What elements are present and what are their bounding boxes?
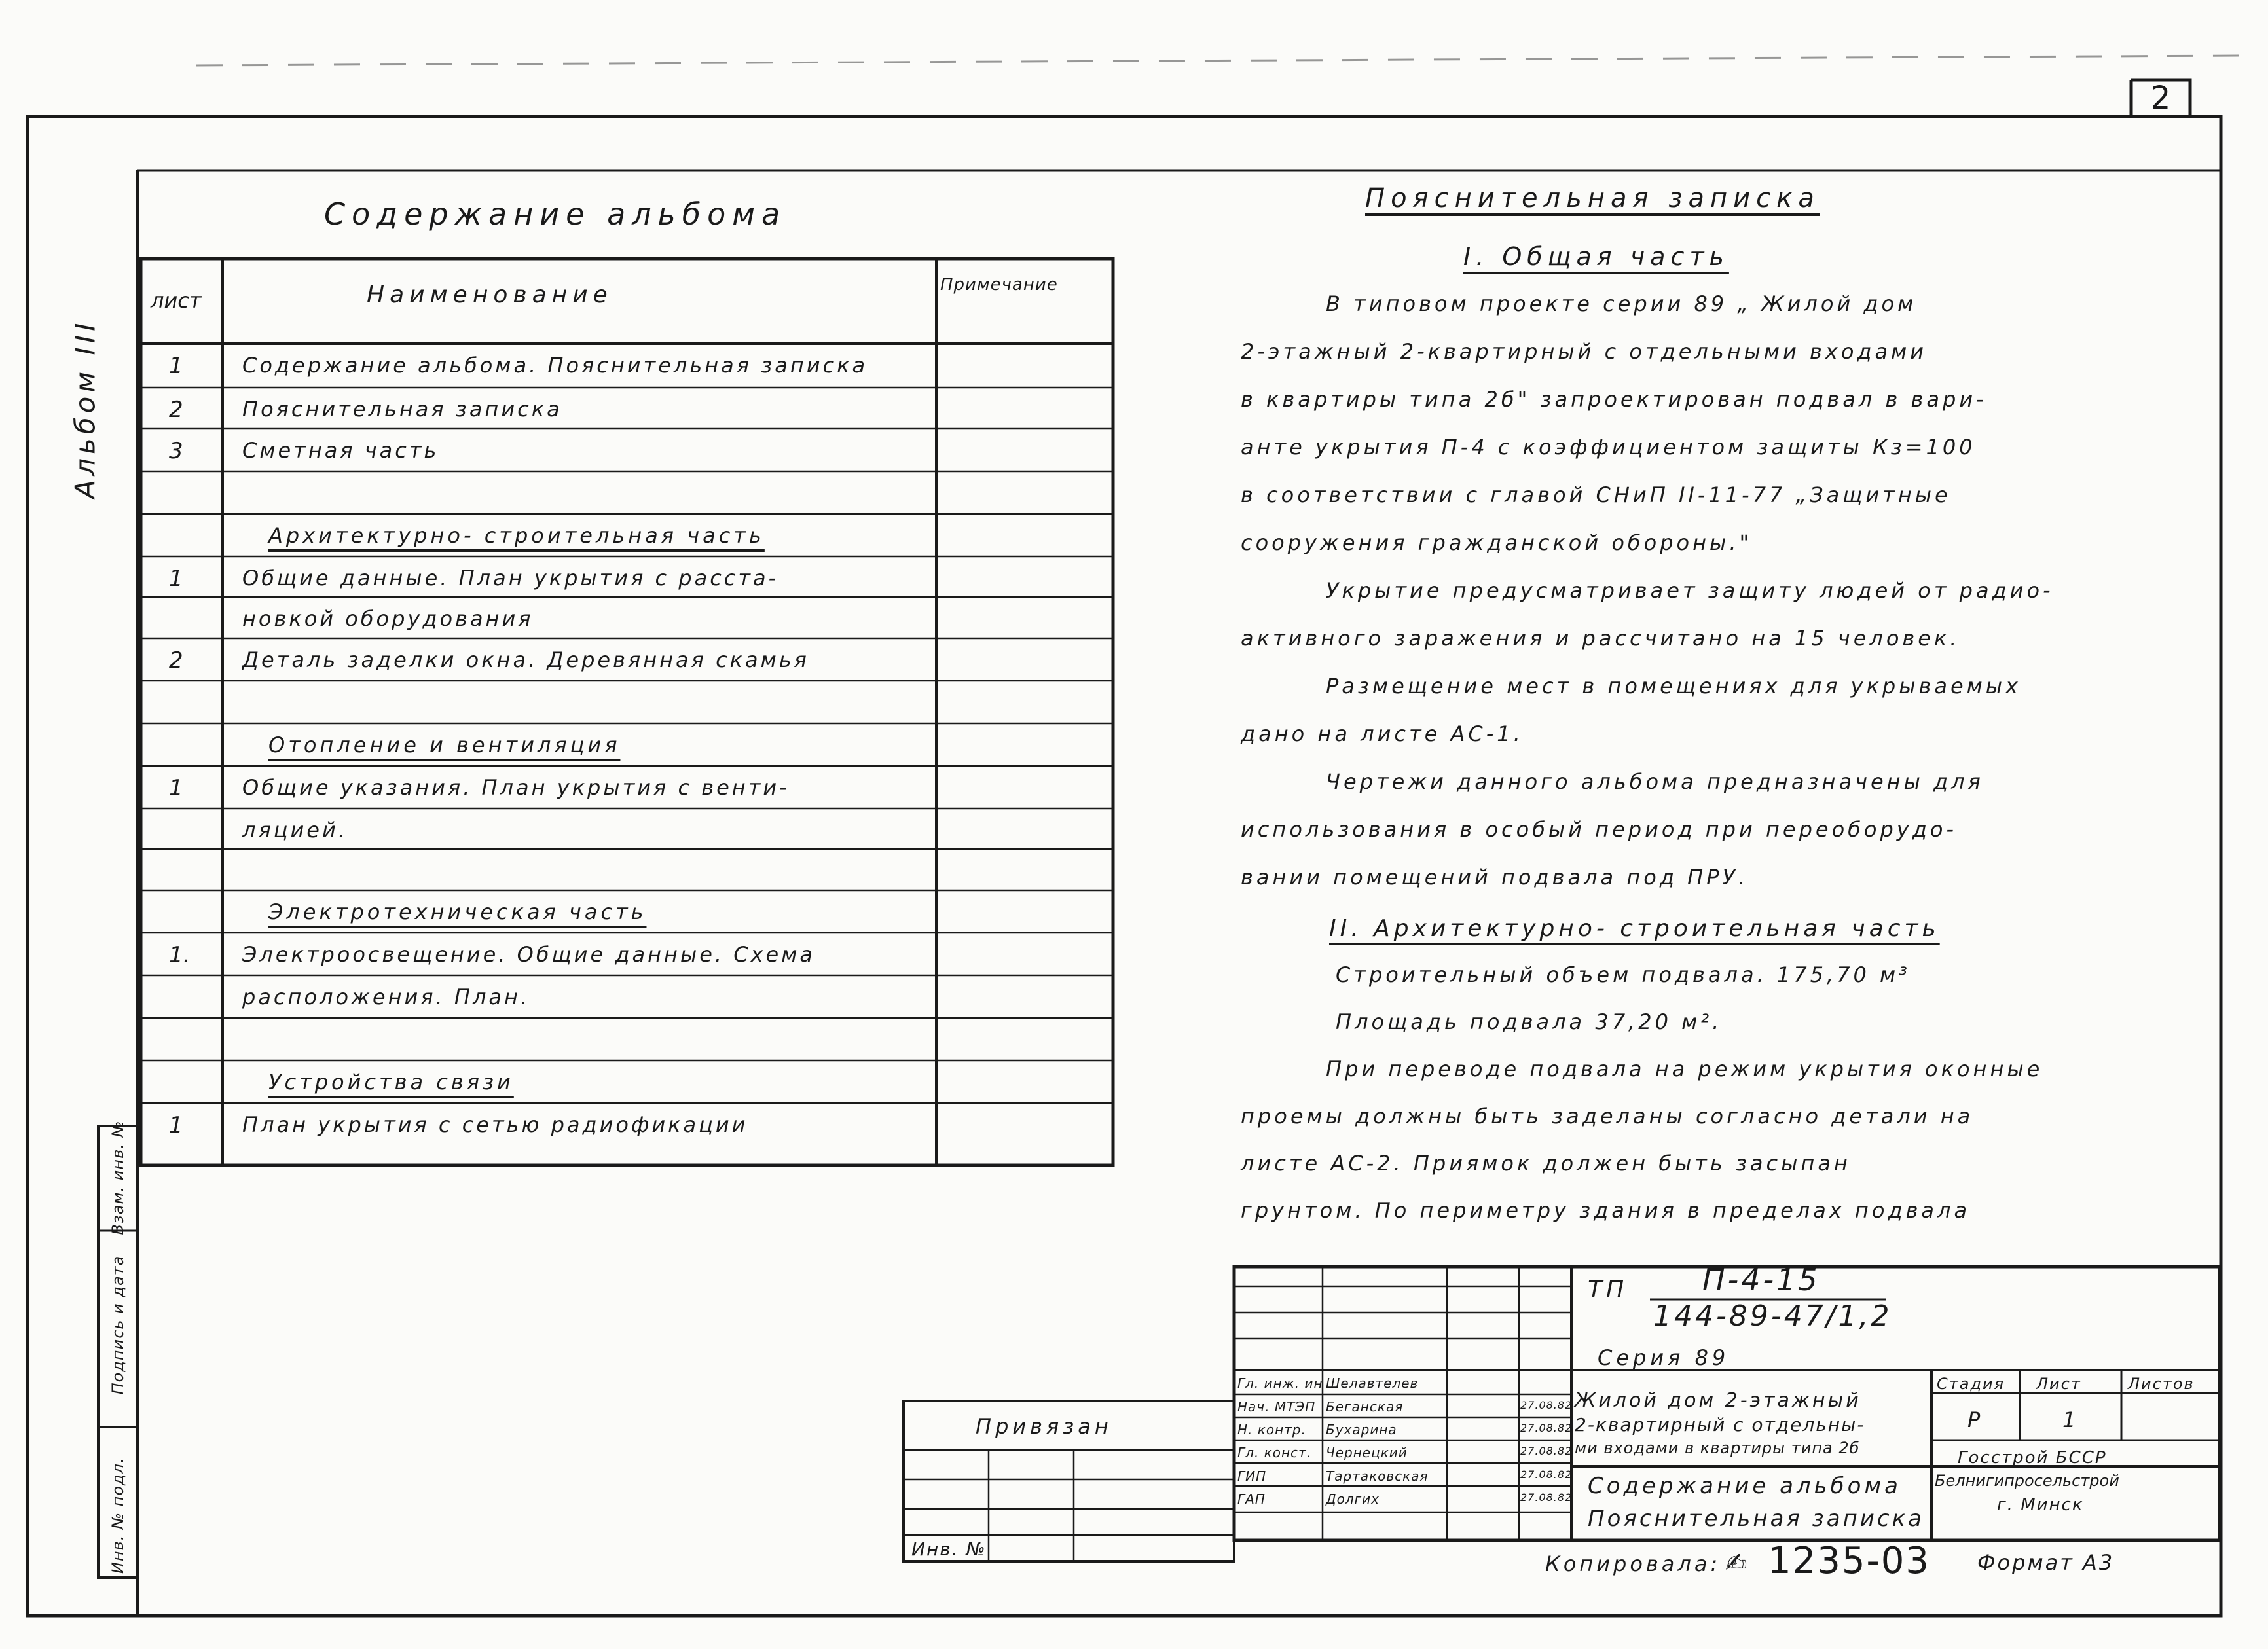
signer-role: Гл. инж. ин bbox=[1237, 1375, 1323, 1391]
object-line-2: 2-квартирный с отдельны- bbox=[1575, 1414, 1865, 1436]
album-side-label: Альбом III bbox=[69, 319, 101, 499]
row-name: Общие указания. План укрытия с венти- bbox=[242, 775, 790, 800]
note-line: При переводе подвала на режим укрытия оконные bbox=[1326, 1057, 2043, 1081]
strip-inv-orig: Инв. № подл. bbox=[109, 1457, 127, 1574]
footer-copied-label: Копировала: bbox=[1545, 1551, 1721, 1576]
signer-role: Гл. конст. bbox=[1237, 1445, 1312, 1460]
signer-role: ГИП bbox=[1237, 1468, 1267, 1484]
sheet-title-line-2: Пояснительная записка bbox=[1588, 1506, 1924, 1532]
section-heading: Архитектурно- строительная часть bbox=[268, 523, 765, 548]
signer-name: Шелавтелев bbox=[1326, 1375, 1419, 1391]
signer-date: 27.08.82 bbox=[1520, 1422, 1573, 1434]
row-name: Общие данные. План укрытия с расста- bbox=[242, 566, 779, 590]
note-line: Чертежи данного альбома предназначены для bbox=[1326, 769, 1984, 794]
header-note: Примечание bbox=[940, 275, 1058, 295]
note-line: анте укрытия П-4 с коэффициентом защиты Кз=100 bbox=[1241, 435, 1976, 460]
footer-copied-number: 1235-03 bbox=[1768, 1540, 1930, 1582]
section-heading: Электротехническая часть bbox=[268, 899, 647, 924]
contents-title: Содержание альбома bbox=[324, 196, 787, 232]
signer-name: Долгих bbox=[1326, 1491, 1380, 1507]
row-name: Сметная часть bbox=[242, 438, 439, 463]
stage-value: Р bbox=[1967, 1407, 1985, 1432]
object-line-1: Жилой дом 2-этажный bbox=[1575, 1389, 1861, 1412]
signer-role: Н. контр. bbox=[1237, 1422, 1306, 1438]
note-line: Строительный объем подвала. 175,70 м³ bbox=[1336, 962, 1911, 987]
note-line: использования в особый период при переоборудо- bbox=[1241, 817, 1957, 842]
part1-heading: I. Общая часть bbox=[1463, 242, 1729, 271]
row-sheet: 1 bbox=[169, 353, 183, 379]
signer-role: Нач. МТЭП bbox=[1237, 1399, 1316, 1415]
row-name: ляцией. bbox=[242, 818, 348, 843]
section-heading: Устройства связи bbox=[268, 1070, 514, 1095]
row-sheet: 1 bbox=[169, 775, 183, 801]
note-line: Площадь подвала 37,20 м². bbox=[1336, 1009, 1723, 1034]
sheets-header: Листов bbox=[2128, 1375, 2195, 1393]
note-line: листе АС-2. Приямок должен быть засыпан bbox=[1241, 1151, 1851, 1176]
signer-name: Чернецкий bbox=[1326, 1445, 1408, 1460]
code-bottom: 144-89-47/1,2 bbox=[1653, 1299, 1892, 1333]
copy-signature-icon: ✍ bbox=[1725, 1548, 1747, 1578]
strip-sign-date: Подпись и дата bbox=[109, 1255, 127, 1395]
note-title: Пояснительная записка bbox=[1365, 183, 1820, 213]
note-line: активного заражения и рассчитано на 15 человек. bbox=[1241, 626, 1960, 651]
signer-role: ГАП bbox=[1237, 1491, 1266, 1507]
strip-inv-replace: Взам. инв. № bbox=[109, 1120, 127, 1235]
row-name: Пояснительная записка bbox=[242, 397, 562, 422]
row-sheet: 1 bbox=[169, 566, 183, 592]
note-line: дано на листе АС-1. bbox=[1241, 721, 1524, 746]
note-line: в соответствии с главой СНиП II-11-77 „Защитные bbox=[1241, 482, 1951, 507]
row-sheet: 1. bbox=[169, 942, 191, 968]
signer-name: Бухарина bbox=[1326, 1422, 1397, 1438]
row-name: Деталь заделки окна. Деревянная скамья bbox=[242, 647, 809, 672]
note-line: Укрытие предусматривает защиту людей от радио- bbox=[1326, 578, 2054, 603]
row-sheet: 2 bbox=[169, 397, 183, 423]
sheet-title-line-1: Содержание альбома bbox=[1588, 1473, 1901, 1499]
sheet-number: 2 bbox=[2150, 80, 2171, 117]
series: Серия 89 bbox=[1598, 1345, 1730, 1370]
note-line: вании помещений подвала под ПРУ. bbox=[1241, 865, 1749, 890]
note-line: 2-этажный 2-квартирный с отдельными входами bbox=[1241, 339, 1928, 364]
org-line-1: Госстрой БССР bbox=[1958, 1448, 2107, 1468]
note-line: в квартиры типа 2б" запроектирован подвал в вари- bbox=[1241, 387, 1987, 412]
signer-name: Тартаковская bbox=[1326, 1468, 1429, 1484]
note-line: сооружения гражданской обороны." bbox=[1241, 530, 1753, 555]
row-name: новкой оборудования bbox=[242, 606, 534, 631]
footer-format: Формат А3 bbox=[1977, 1550, 2115, 1575]
row-name: расположения. План. bbox=[242, 985, 530, 1009]
signer-date: 27.08.82 bbox=[1520, 1491, 1573, 1504]
row-name: Содержание альбома. Пояснительная записка bbox=[242, 353, 868, 378]
sheet-value: 1 bbox=[2062, 1407, 2080, 1432]
row-name: Электроосвещение. Общие данные. Схема bbox=[242, 942, 815, 967]
header-name: Наименование bbox=[367, 281, 613, 308]
row-sheet: 1 bbox=[169, 1112, 183, 1138]
signer-date: 27.08.82 bbox=[1520, 1445, 1573, 1457]
org-line-2: Белнигипросельстрой bbox=[1935, 1472, 2119, 1490]
signer-name: Беганская bbox=[1326, 1399, 1404, 1415]
note-line: проемы должны быть заделаны согласно детали на bbox=[1241, 1104, 1974, 1129]
sheet-header: Лист bbox=[2036, 1375, 2081, 1393]
signer-date: 27.08.82 bbox=[1520, 1399, 1573, 1411]
code-top: П-4-15 bbox=[1702, 1262, 1820, 1297]
header-sheet: лист bbox=[151, 288, 202, 313]
row-sheet: 2 bbox=[169, 647, 183, 674]
bound-inv-label: Инв. № bbox=[911, 1538, 987, 1560]
stage-header: Стадия bbox=[1937, 1375, 2005, 1393]
section-heading: Отопление и вентиляция bbox=[268, 733, 621, 757]
org-line-3: г. Минск bbox=[1997, 1495, 2084, 1515]
object-line-3: ми входами в квартиры типа 2б bbox=[1575, 1439, 1860, 1457]
code-prefix: ТП bbox=[1588, 1277, 1628, 1303]
row-sheet: 3 bbox=[169, 438, 183, 464]
note-line: Размещение мест в помещениях для укрываемых bbox=[1326, 674, 2021, 698]
signer-date: 27.08.82 bbox=[1520, 1468, 1573, 1481]
bound-label: Привязан bbox=[976, 1414, 1112, 1439]
note-line: В типовом проекте серии 89 „ Жилой дом bbox=[1326, 291, 1917, 316]
part2-heading: II. Архитектурно- строительная часть bbox=[1329, 915, 1940, 942]
row-name: План укрытия с сетью радиофикации bbox=[242, 1112, 748, 1137]
note-line: грунтом. По периметру здания в пределах подвала bbox=[1241, 1198, 1971, 1223]
